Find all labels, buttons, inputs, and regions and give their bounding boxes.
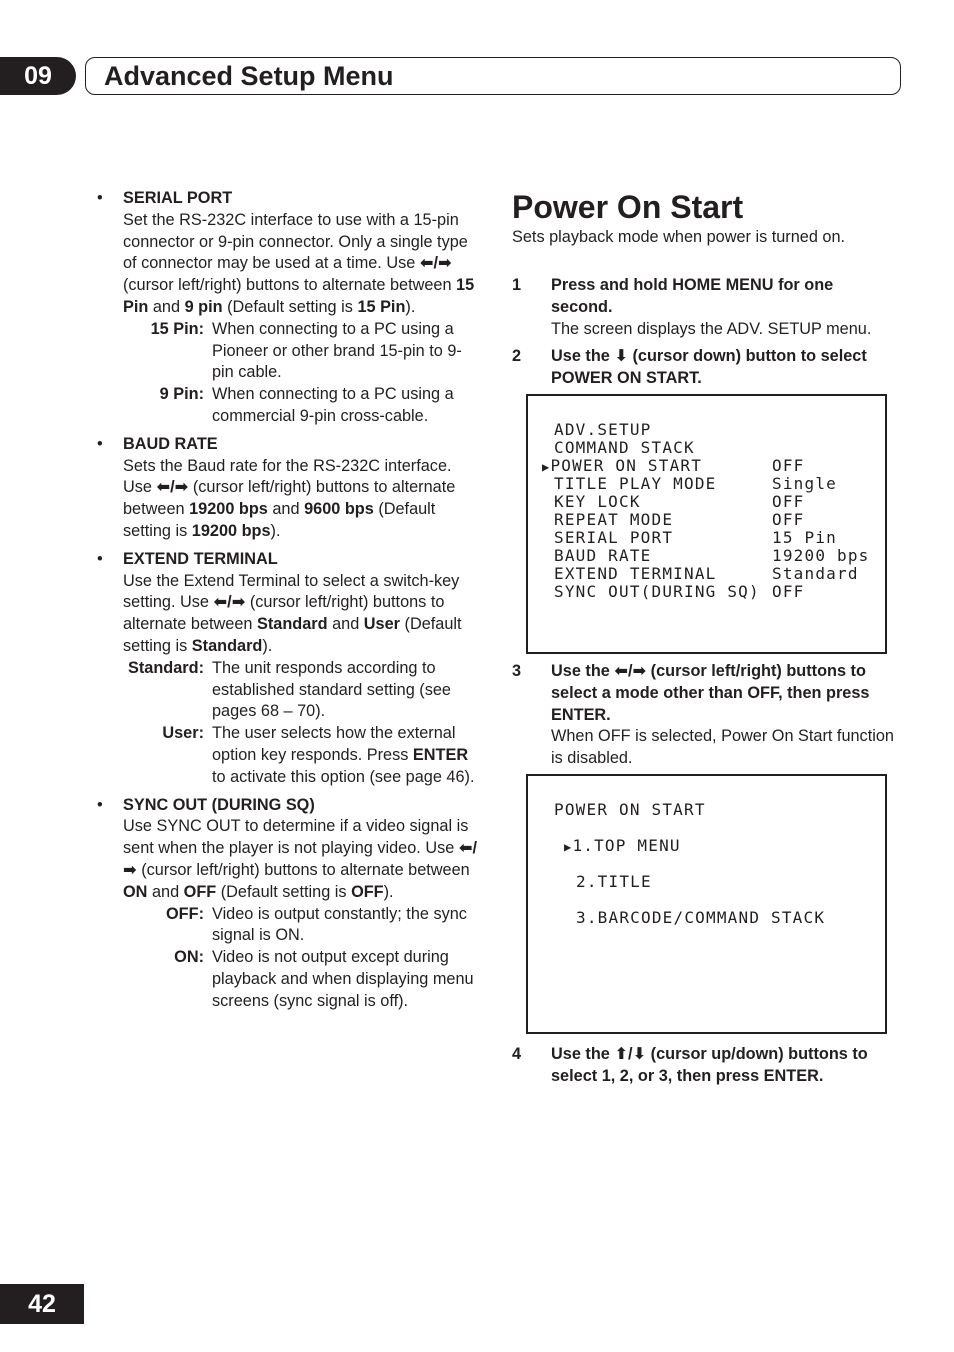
screen-row: SYNC OUT(DURING SQ) — [554, 581, 760, 601]
sync-out-options — [97, 904, 477, 1013]
serial-port-options — [97, 319, 477, 428]
bullet-dot: • — [97, 434, 103, 453]
screen-value: OFF — [772, 491, 805, 511]
screen-row: TITLE PLAY MODE — [554, 473, 717, 493]
screen-row: COMMAND STACK — [554, 437, 695, 457]
screen-value: OFF — [772, 581, 805, 601]
extend-terminal-description: Use the Extend Terminal to select a switch-key setting. Use ⬅/➡ (cursor left/right) buttons to alternate between Standard and User (Default setting is Standard). — [123, 571, 462, 655]
screen-row: SERIAL PORT — [554, 527, 674, 547]
option-row: 15 Pin: When connecting to a PC using a Pioneer or other brand 15-pin to 9-pin cable. — [150, 319, 462, 382]
screen-row: ▶POWER ON START — [542, 455, 703, 475]
sync-out-description: Use SYNC OUT to determine if a video signal is sent when the player is not playing video. Use ⬅/➡ (cursor left/right) buttons to alternate between ON and OFF (Default setting is OFF). — [123, 817, 477, 901]
left-right-arrows-icon: ⬅/➡ — [123, 839, 477, 879]
screen-row: KEY LOCK — [554, 491, 641, 511]
section-title: Power On Start — [512, 189, 744, 225]
bullet-dot: • — [97, 795, 103, 814]
baud-rate-description: Sets the Baud rate for the RS-232C interface. Use ⬅/➡ (cursor left/right) buttons to alternate between 19200 bps and 9600 bps (Default setting is 19200 bps). — [123, 456, 456, 540]
screen-value: 15 Pin — [772, 527, 837, 547]
screen-value: Standard — [772, 563, 859, 583]
screen-row: BAUD RATE — [554, 545, 652, 565]
step-3: 3 Use the ⬅/➡ (cursor left/right) buttons to select a mode other than OFF, then press ENTER. When OFF is selected, Power On Start function is disabled. — [512, 661, 897, 770]
screen-value: 19200 bps — [772, 545, 870, 565]
selection-arrow-icon: ▶ — [564, 839, 573, 854]
baud-rate-heading: BAUD RATE — [123, 434, 218, 453]
left-right-arrows-icon: ⬅/➡ — [419, 254, 452, 273]
sync-out-heading: SYNC OUT (DURING SQ) — [123, 795, 315, 814]
chapter-header — [85, 57, 901, 95]
extend-terminal-heading: EXTEND TERMINAL — [123, 549, 278, 568]
option-row: User: The user selects how the external option key responds. Press ENTER to activate this option (see page 46). — [162, 724, 475, 786]
screen-row: ADV.SETUP — [554, 419, 652, 439]
serial-port-description: Set the RS-232C interface to use with a 15-pin connector or 9-pin connector. Only a single type of connector may be used at a time. Use ⬅/➡ (cursor left/right) buttons to alternate between 15 Pin and 9 pin (Default setting is 15 Pin). — [123, 210, 475, 316]
step-1-note: The screen displays the ADV. SETUP menu. — [551, 319, 872, 338]
extend-terminal-section — [97, 549, 477, 789]
screen-option: 3.BARCODE/COMMAND STACK — [576, 907, 826, 927]
left-column — [97, 188, 477, 1018]
sync-out-section — [97, 795, 477, 1013]
option-row: OFF: Video is output constantly; the sync signal is ON. — [166, 904, 467, 945]
screen-value: OFF — [772, 455, 805, 475]
selection-arrow-icon: ▶ — [542, 459, 551, 474]
right-column — [512, 188, 897, 1088]
section-subtitle: Sets playback mode when power is turned on. — [512, 228, 846, 246]
adv-setup-screen — [526, 394, 887, 654]
screen-row: EXTEND TERMINAL — [554, 563, 717, 583]
serial-port-section — [97, 188, 477, 428]
chapter-number: 09 — [0, 57, 76, 95]
screen-row: REPEAT MODE — [554, 509, 674, 529]
option-row: 9 Pin: When connecting to a PC using a commercial 9-pin cross-cable. — [159, 385, 454, 425]
left-right-arrows-icon: ⬅/➡ — [156, 478, 189, 497]
bullet-dot: • — [97, 549, 103, 568]
screen-value: OFF — [772, 509, 805, 529]
screen-option: ▶1.TOP MENU — [564, 835, 681, 855]
serial-port-heading: SERIAL PORT — [123, 189, 233, 207]
screen-option: 2.TITLE — [576, 871, 652, 891]
left-right-arrows-icon: ⬅/➡ — [213, 593, 246, 612]
option-row: ON: Video is not output except during playback and when displaying menu screens (sync signal is off). — [174, 948, 474, 1010]
extend-terminal-options — [97, 658, 477, 789]
screen-value: Single — [772, 473, 837, 493]
page-number: 42 — [0, 1284, 84, 1324]
screen-title: POWER ON START — [554, 799, 706, 819]
step-1: 1 Press and hold HOME MENU for one second. The screen displays the ADV. SETUP menu. — [512, 275, 897, 340]
step-2: 2 Use the ⬇ (cursor down) button to select POWER ON START. — [512, 347, 867, 388]
bullet-dot: • — [97, 189, 103, 207]
chapter-title: Advanced Setup Menu — [104, 61, 394, 91]
step-4: 4 Use the ⬆/⬇ (cursor up/down) buttons to select 1, 2, or 3, then press ENTER. — [512, 1044, 868, 1085]
step-3-note: When OFF is selected, Power On Start function is disabled. — [551, 727, 894, 768]
power-on-start-screen — [526, 774, 887, 1034]
option-row: Standard: The unit responds according to established standard setting (see pages 68 – 70). — [128, 658, 451, 721]
baud-rate-section — [97, 434, 477, 543]
